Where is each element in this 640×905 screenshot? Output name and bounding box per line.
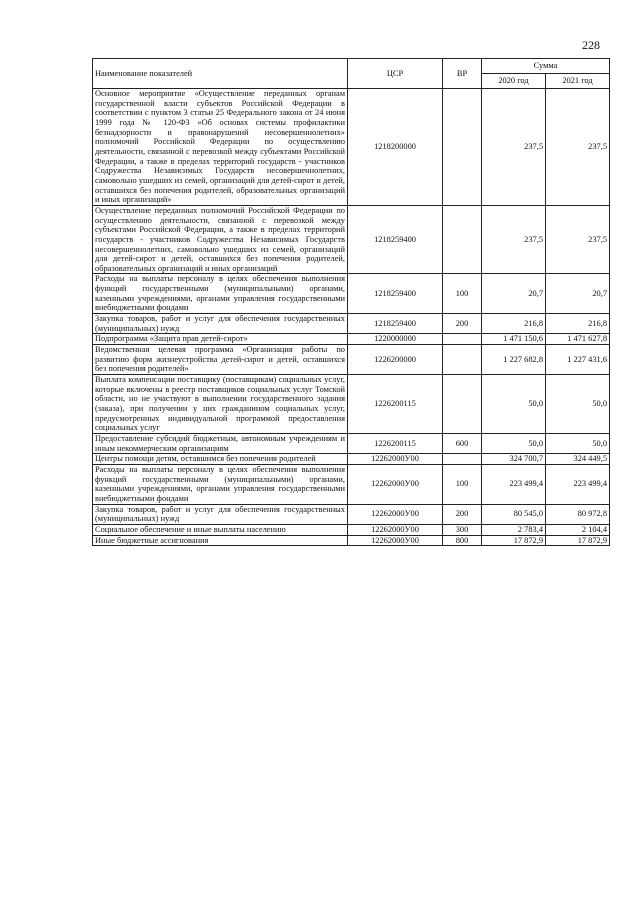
row-csr: 1226200115 xyxy=(348,433,443,453)
row-2021: 1 471 627,8 xyxy=(546,334,610,345)
table-header xyxy=(93,59,610,89)
row-csr: 12262000У00 xyxy=(348,524,443,535)
row-csr: 12262000У00 xyxy=(348,454,443,465)
row-name: Основное мероприятие «Осуществление переданных органам государственной власти субъектов Российской Федерации в соответствии с пунктом 3 статьи 25 Федерального закона от 24 июня 1999 года № 120-ФЗ «Об основах системы профилактики безнадзорности и правонарушений несовершеннолетних» полномочий Российской Федерации по осуществлению деятельности, связанной с перевозкой между субъектами Российской Федерации, а также в пределах территорий государств - участников Содружества Независимых Государств несовершеннолетних, самовольно ушедших из семей, организаций для детей-сирот и детей, оставшихся без попечения родителей, образовательных организаций и иных организаций» xyxy=(93,89,348,206)
row-name: Подпрограмма «Защита прав детей-сирот» xyxy=(93,334,348,345)
row-2021: 20,7 xyxy=(546,274,610,314)
header-vr: ВР xyxy=(443,59,482,89)
row-csr: 1226200000 xyxy=(348,345,443,375)
table-row xyxy=(93,433,610,453)
row-name: Закупка товаров, работ и услуг для обеспечения государственных (муниципальных) нужд xyxy=(93,314,348,334)
header-sum: Сумма xyxy=(482,59,610,74)
row-csr: 12262000У00 xyxy=(348,464,443,504)
row-2020: 50,0 xyxy=(482,375,546,434)
table-row xyxy=(93,345,610,375)
table-row xyxy=(93,375,610,434)
row-vr: 300 xyxy=(443,524,482,535)
row-vr: 100 xyxy=(443,464,482,504)
row-csr: 1226200115 xyxy=(348,375,443,434)
row-csr: 1218259400 xyxy=(348,205,443,274)
row-2020: 237,5 xyxy=(482,205,546,274)
page-number: 228 xyxy=(582,38,600,52)
row-name: Центры помощи детям, оставшимся без попечения родителей xyxy=(93,454,348,465)
row-2021: 50,0 xyxy=(546,375,610,434)
row-csr: 1218259400 xyxy=(348,314,443,334)
row-2021: 216,8 xyxy=(546,314,610,334)
row-vr: 600 xyxy=(443,433,482,453)
row-vr xyxy=(443,345,482,375)
row-name: Социальное обеспечение и иные выплаты населению xyxy=(93,524,348,535)
row-2021: 2 104,4 xyxy=(546,524,610,535)
row-2020: 17 872,9 xyxy=(482,535,546,546)
table-row xyxy=(93,535,610,546)
table-row xyxy=(93,464,610,504)
row-2021: 1 227 431,6 xyxy=(546,345,610,375)
row-2020: 1 227 682,8 xyxy=(482,345,546,375)
row-vr: 200 xyxy=(443,504,482,524)
row-2021: 17 872,9 xyxy=(546,535,610,546)
row-2021: 324 449,5 xyxy=(546,454,610,465)
row-csr: 1220000000 xyxy=(348,334,443,345)
row-name: Выплата компенсации поставщику (поставщикам) социальных услуг, которые включены в реестр поставщиков социальных услуг Томской области, но не участвуют в выполнении государственного задания (заказа), при получении у них гражданином социальных услуг, предусмотренных индивидуальной программой предоставления социальных услуг xyxy=(93,375,348,434)
row-vr: 800 xyxy=(443,535,482,546)
table-row xyxy=(93,454,610,465)
row-2020: 324 700,7 xyxy=(482,454,546,465)
row-2020: 216,8 xyxy=(482,314,546,334)
header-year-2020: 2020 год xyxy=(482,74,546,89)
row-2021: 237,5 xyxy=(546,89,610,206)
row-2020: 1 471 150,6 xyxy=(482,334,546,345)
row-csr: 12262000У00 xyxy=(348,504,443,524)
row-vr xyxy=(443,205,482,274)
row-vr xyxy=(443,334,482,345)
row-vr: 200 xyxy=(443,314,482,334)
table-row xyxy=(93,314,610,334)
row-vr xyxy=(443,375,482,434)
row-2020: 20,7 xyxy=(482,274,546,314)
row-vr xyxy=(443,89,482,206)
table-row xyxy=(93,274,610,314)
row-2021: 223 499,4 xyxy=(546,464,610,504)
row-vr xyxy=(443,454,482,465)
row-2020: 237,5 xyxy=(482,89,546,206)
row-2021: 80 972,8 xyxy=(546,504,610,524)
row-2020: 223 499,4 xyxy=(482,464,546,504)
row-csr: 12262000У00 xyxy=(348,535,443,546)
table-row xyxy=(93,524,610,535)
row-2020: 2 783,4 xyxy=(482,524,546,535)
header-csr: ЦСР xyxy=(348,59,443,89)
row-name: Ведомственная целевая программа «Организация работы по развитию форм жизнеустройства детей-сирот и детей, оставшихся без попечения родителей» xyxy=(93,345,348,375)
row-csr: 1218200000 xyxy=(348,89,443,206)
row-name: Расходы на выплаты персоналу в целях обеспечения выполнения функций государственными (муниципальными) органами, казенными учреждениями, органами управления государственными внебюджетными фондами xyxy=(93,274,348,314)
row-name: Иные бюджетные ассигнования xyxy=(93,535,348,546)
table-row xyxy=(93,89,610,206)
row-name: Предоставление субсидий бюджетным, автономным учреждениям и иным некоммерческим организациям xyxy=(93,433,348,453)
row-2021: 237,5 xyxy=(546,205,610,274)
row-2020: 80 545,0 xyxy=(482,504,546,524)
row-name: Осуществление переданных полномочий Российской Федерации по осуществлению деятельности, связанной с перевозкой между субъектами Российской Федерации, а также в пределах территорий государств - участников Содружества Независимых Государств несовершеннолетних, самовольно ушедших из семей, организаций для детей-сирот и детей, оставшихся без попечения родителей, образовательных организаций и иных организаций xyxy=(93,205,348,274)
header-year-2021: 2021 год xyxy=(546,74,610,89)
row-vr: 100 xyxy=(443,274,482,314)
row-2020: 50,0 xyxy=(482,433,546,453)
table-row xyxy=(93,334,610,345)
table-row xyxy=(93,504,610,524)
table-row xyxy=(93,205,610,274)
budget-table xyxy=(92,58,610,546)
row-csr: 1218259400 xyxy=(348,274,443,314)
row-name: Закупка товаров, работ и услуг для обеспечения государственных (муниципальных) нужд xyxy=(93,504,348,524)
row-2021: 50,0 xyxy=(546,433,610,453)
row-name: Расходы на выплаты персоналу в целях обеспечения выполнения функций государственными (муниципальными) органами, казенными учреждениями, органами управления государственными внебюджетными фондами xyxy=(93,464,348,504)
header-name: Наименование показателей xyxy=(93,59,348,89)
